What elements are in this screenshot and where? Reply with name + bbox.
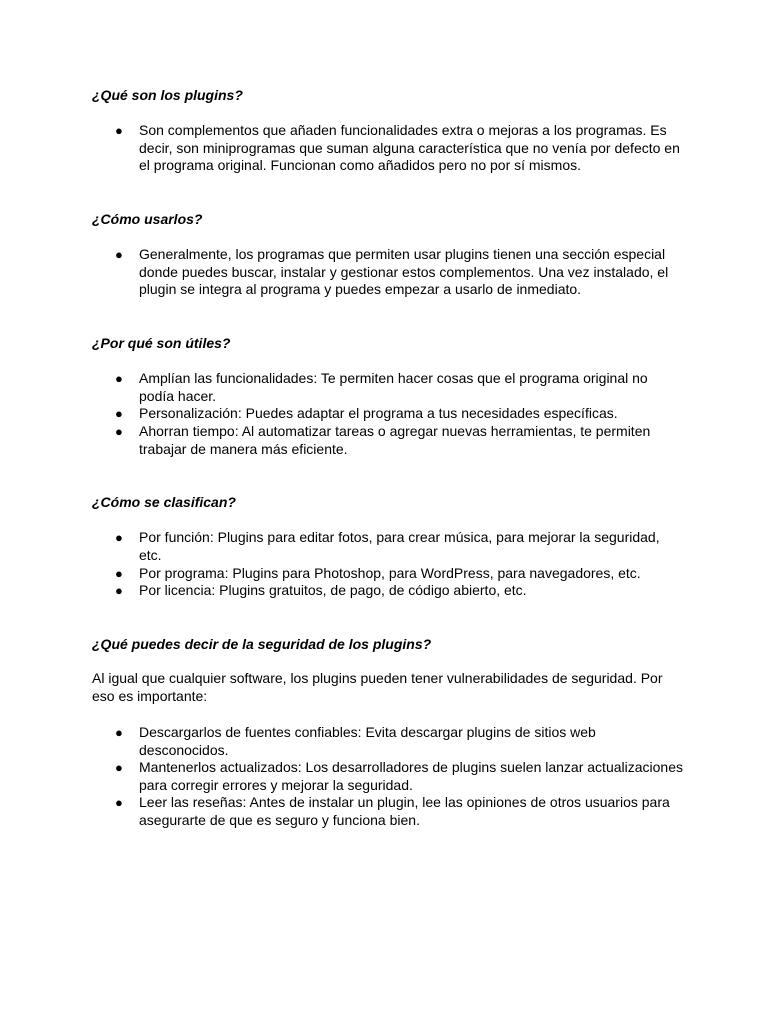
bullet-text: Por licencia: Plugins gratuitos, de pago, de código abierto, etc.: [139, 582, 527, 598]
bullet-icon: ●: [115, 583, 123, 598]
section-heading-why-useful: ¿Por qué son útiles?: [92, 335, 231, 351]
bullet-text: Por función: Plugins para editar fotos, para crear música, para mejorar la seguridad, etc.: [139, 529, 660, 563]
bullet-text: Por programa: Plugins para Photoshop, para WordPress, para navegadores, etc.: [139, 565, 641, 581]
bullet-icon: ●: [115, 123, 123, 138]
bullet-icon: ●: [115, 530, 123, 545]
bullet-icon: ●: [115, 725, 123, 740]
bullet-text: Son complementos que añaden funcionalidades extra o mejoras a los programas. Es decir, son miniprogramas que suman alguna característica que no venía por defecto en el programa original. Funcionan como añadidos pero no por sí mismos.: [139, 122, 680, 174]
bullet-icon: ●: [115, 424, 123, 439]
bullet-icon: ●: [115, 795, 123, 810]
bullet-text: Generalmente, los programas que permiten usar plugins tienen una sección especial donde puedes buscar, instalar y gestionar estos complementos. Una vez instalado, el plugin se integra al programa y puedes empezar a usarlo de inmediato.: [139, 246, 669, 298]
bullet-item: [115, 582, 684, 600]
bullet-item: [115, 246, 684, 299]
bullet-text: Descargarlos de fuentes confiables: Evita descargar plugins de sitios web desconocidos.: [139, 724, 596, 758]
bullet-icon: ●: [115, 760, 123, 775]
bullet-text: Amplían las funcionalidades: Te permiten hacer cosas que el programa original no podía hacer.: [139, 370, 648, 404]
bullet-item: [115, 370, 684, 405]
bullet-icon: ●: [115, 566, 123, 581]
section-heading-security: ¿Qué puedes decir de la seguridad de los plugins?: [92, 636, 432, 652]
bullet-item: [115, 405, 684, 423]
bullet-text: Personalización: Puedes adaptar el programa a tus necesidades específicas.: [139, 405, 618, 421]
bullet-icon: ●: [115, 406, 123, 421]
bullet-item: [115, 565, 684, 583]
section-heading-classification: ¿Cómo se clasifican?: [92, 494, 236, 510]
bullet-text: Mantenerlos actualizados: Los desarrolladores de plugins suelen lanzar actualizaciones para corregir errores y mejorar la seguridad.: [139, 759, 683, 793]
section-heading-how-to-use: ¿Cómo usarlos?: [92, 211, 203, 227]
bullet-item: [115, 724, 684, 759]
bullet-item: [115, 529, 684, 564]
bullet-item: [115, 122, 684, 175]
bullet-icon: ●: [115, 247, 123, 262]
bullet-text: Leer las reseñas: Antes de instalar un plugin, lee las opiniones de otros usuarios para asegurarte de que es seguro y funciona bien.: [139, 794, 670, 828]
bullet-item: [115, 794, 684, 829]
bullet-item: [115, 759, 684, 794]
bullet-item: [115, 423, 684, 458]
security-intro-paragraph: Al igual que cualquier software, los plugins pueden tener vulnerabilidades de seguridad. Por eso es importante:: [92, 670, 663, 704]
section-heading-what-are-plugins: ¿Qué son los plugins?: [92, 87, 243, 103]
bullet-icon: ●: [115, 371, 123, 386]
bullet-text: Ahorran tiempo: Al automatizar tareas o agregar nuevas herramientas, te permiten trabajar de manera más eficiente.: [139, 423, 651, 457]
